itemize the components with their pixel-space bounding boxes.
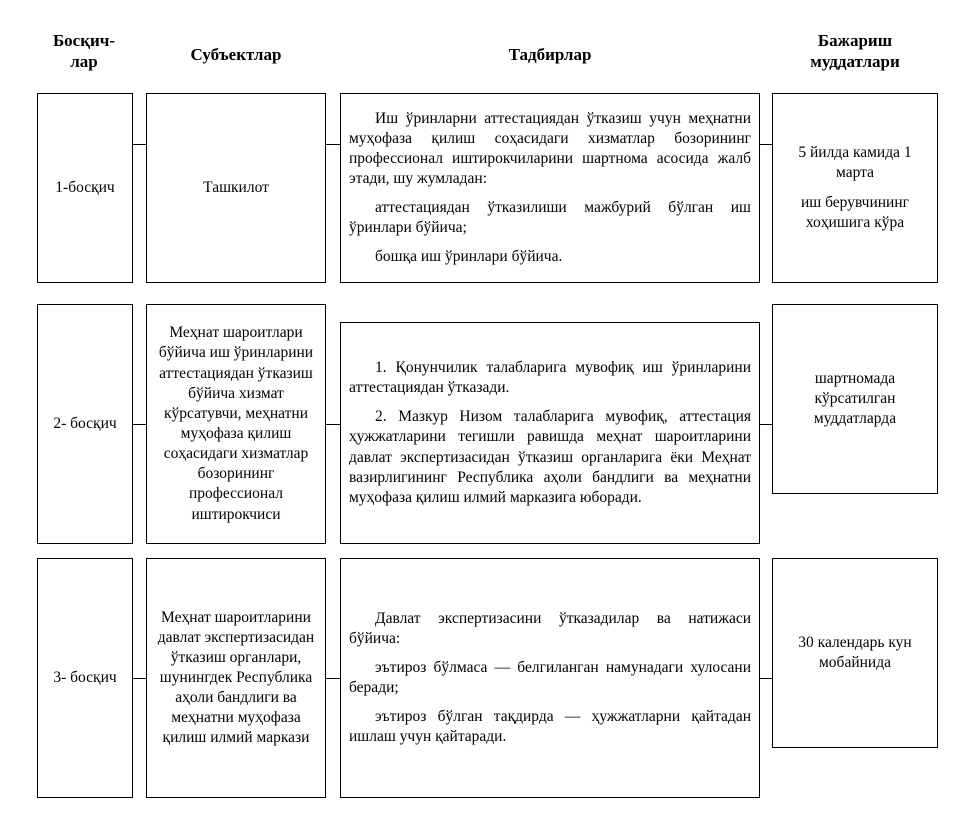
header-stage: Босқич- лар — [52, 31, 116, 72]
row-1-measure-paragraph-1: Иш ўринларни аттестациядан ўтказиш учун меҳнатни муҳофаза қилиш соҳасидаги хизматлар бозорининг профессионал иштирокчиларини шартнома асосида жалб этади, шу жумладан: — [349, 109, 751, 187]
row-2-measures-box — [340, 322, 760, 544]
connector-row2-stage-subject — [133, 424, 146, 425]
row-1-subject-box — [146, 93, 326, 283]
row-3-stage-box — [37, 558, 133, 798]
row-2-subject-label: Меҳнат шароитлари бўйича иш ўринларини аттестациядан ўтказиш бўйича хизмат кўрсатувчи, меҳнатни муҳофаза қилиш соҳасидаги хизматлар бозорининг профессионал иштирокчиси — [158, 324, 314, 523]
row-3-subject-box — [146, 558, 326, 798]
row-2-measure-paragraph-2: 2. Мазкур Низом талабларига мувофиқ, аттестация ҳужжатларини тегишли равишда меҳнат шароитларини давлат экспертизасидан ўтказиш органларига ёки Меҳнат вазирлигининг Республика аҳоли бандлиги ва меҳнатни муҳофаза қилиш илмий марказига юборади. — [349, 408, 751, 506]
header-term: Бажариш муддатлари — [810, 31, 900, 72]
row-1-stage-box — [37, 93, 133, 283]
header-subject: Субъектлар — [190, 45, 282, 64]
connector-row2-measures-term — [760, 424, 772, 425]
row-2-stage-label: 2- босқич — [53, 414, 117, 432]
connector-row1-measures-term — [760, 144, 772, 145]
row-3-stage-label: 3- босқич — [53, 668, 117, 686]
connector-row1-stage-subject — [133, 144, 146, 145]
row-1-measures-box — [340, 93, 760, 283]
row-1-stage-label: 1-босқич — [55, 178, 115, 196]
header-measures: Тадбирлар — [508, 45, 592, 64]
connector-row1-subject-measures — [326, 144, 340, 145]
row-1-subject-label: Ташкилот — [203, 178, 269, 196]
row-3-measure-paragraph-1: Давлат экспертизасини ўтказадилар ва натижаси бўйича: — [349, 609, 751, 647]
row-3-measure-paragraph-2: эътироз бўлмаса — белгиланган намунадаги хулосани беради; — [349, 658, 751, 696]
connector-row3-measures-term — [760, 678, 772, 679]
row-3-term-paragraph-1: 30 календарь кун мобайнида — [798, 633, 912, 671]
row-3-measures-box — [340, 558, 760, 798]
connector-row2-subject-measures — [326, 424, 340, 425]
row-3-subject-label: Меҳнат шароитларини давлат экспертизасидан ўтказиш органлари, шунингдек Республика аҳоли бандлиги ва меҳнатни муҳофаза қилиш илмий маркази — [157, 608, 315, 747]
row-1-term-paragraph-2: иш берувчининг хоҳишига кўра — [800, 193, 910, 231]
row-2-term-paragraph-1: шартномада кўрсатилган муддатларда — [813, 369, 897, 428]
row-2-term-box — [772, 304, 938, 494]
row-2-measure-paragraph-1: 1. Қонунчилик талабларига мувофиқ иш ўринларини аттестациядан ўтказади. — [349, 359, 751, 397]
row-1-measure-paragraph-3: бошқа иш ўринлари бўйича. — [375, 248, 563, 266]
connector-row3-stage-subject — [133, 678, 146, 679]
row-1-term-paragraph-1: 5 йилда камида 1 марта — [798, 144, 912, 182]
table-header-row — [0, 0, 971, 88]
row-2-stage-box — [37, 304, 133, 544]
row-3-term-box — [772, 558, 938, 748]
row-1-measure-paragraph-2: аттестациядан ўтказилиши мажбурий бўлган иш ўринлари бўйича; — [349, 199, 751, 237]
row-3-measure-paragraph-3: эътироз бўлган тақдирда — ҳужжатларни қайтадан ишлаш учун қайтаради. — [349, 708, 751, 746]
row-2-subject-box — [146, 304, 326, 544]
connector-row3-subject-measures — [326, 678, 340, 679]
row-1-term-box — [772, 93, 938, 283]
